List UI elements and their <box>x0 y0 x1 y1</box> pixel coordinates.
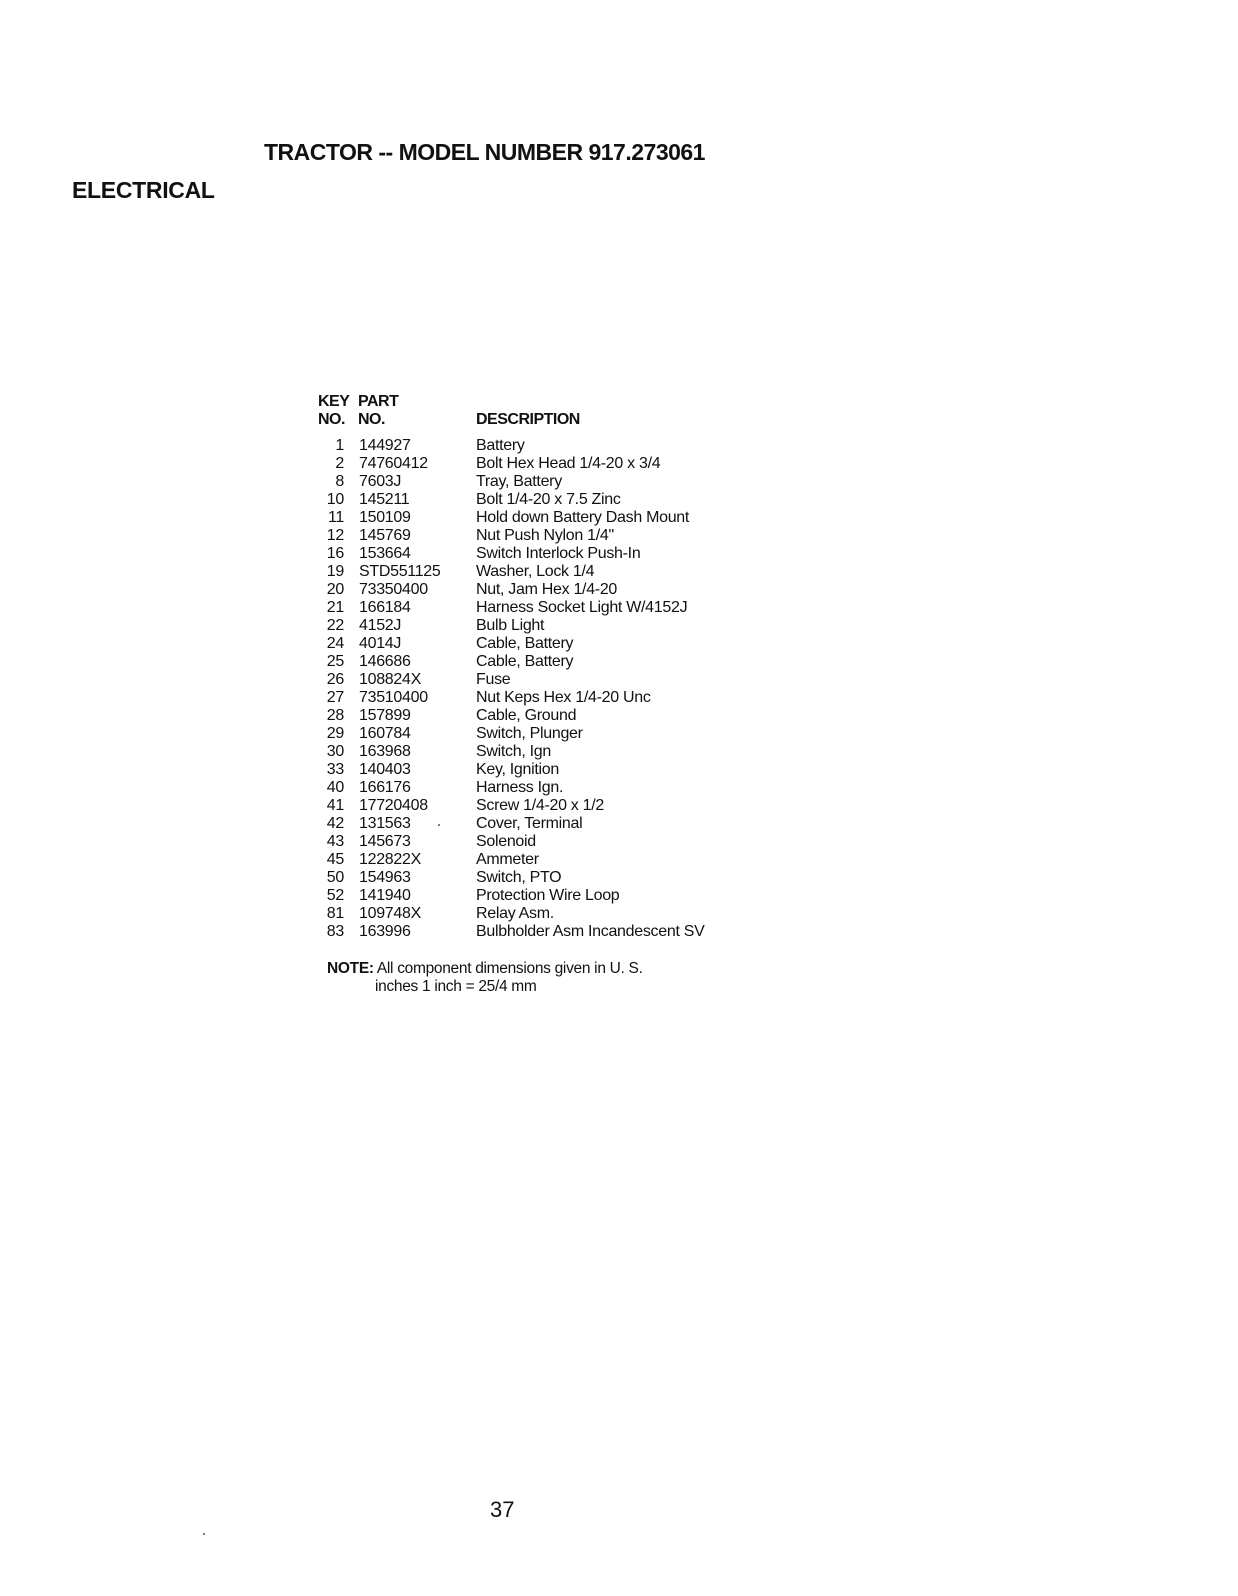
page-title: TRACTOR -- MODEL NUMBER 917.273061 <box>264 139 705 165</box>
key-no: 21 <box>326 599 344 616</box>
key-no: 45 <box>326 851 344 868</box>
key-no: 81 <box>326 905 344 922</box>
description: Nut, Jam Hex 1/4-20 <box>476 581 618 598</box>
part-no: 140403 <box>359 761 411 778</box>
page-number: 37 <box>490 1497 515 1522</box>
header-description: DESCRIPTION <box>476 411 580 428</box>
key-no: 1 <box>335 437 344 454</box>
key-no: 11 <box>327 509 344 526</box>
part-no: 145211 <box>359 491 410 508</box>
key-no: 50 <box>326 869 344 886</box>
note <box>327 960 643 996</box>
part-no: 163996 <box>359 923 411 940</box>
description: Cable, Battery <box>476 653 574 670</box>
description: Washer, Lock 1/4 <box>476 563 595 580</box>
part-no: 150109 <box>359 509 411 526</box>
description: Cover, Terminal <box>476 815 583 832</box>
key-no: 8 <box>335 473 344 490</box>
description: Bulbholder Asm Incandescent SV <box>476 923 705 940</box>
description: Switch, Plunger <box>476 725 583 742</box>
key-no: 83 <box>326 923 344 940</box>
description: Switch, PTO <box>476 869 562 886</box>
note-line1: All component dimensions given in U. S. <box>376 960 643 977</box>
section-heading: ELECTRICAL <box>72 177 215 203</box>
header-key-no <box>318 393 349 429</box>
part-no: STD551125 <box>359 563 441 580</box>
part-no: 166176 <box>359 779 411 796</box>
key-no: 52 <box>326 887 344 904</box>
key-no: 20 <box>326 581 344 598</box>
part-no: 4014J <box>359 635 402 652</box>
description: Switch, Ign <box>476 743 551 760</box>
part-no: 7603J <box>359 473 402 490</box>
key-no: 26 <box>326 671 344 688</box>
part-no: 145673 <box>359 833 411 850</box>
description: Bulb Light <box>476 617 545 634</box>
description: Hold down Battery Dash Mount <box>476 509 690 526</box>
key-no: 40 <box>326 779 344 796</box>
header-key-line2: NO. <box>318 411 345 428</box>
part-no: 74760412 <box>359 455 428 472</box>
part-no: 108824X <box>359 671 421 688</box>
description: Protection Wire Loop <box>476 887 620 904</box>
description: Screw 1/4-20 x 1/2 <box>476 797 604 814</box>
part-no: 122822X <box>359 851 421 868</box>
description: Tray, Battery <box>476 473 562 490</box>
description: Switch Interlock Push-In <box>476 545 641 562</box>
description: Key, Ignition <box>476 761 559 778</box>
description: Cable, Battery <box>476 635 574 652</box>
header-part-line1: PART <box>358 393 399 410</box>
description: Relay Asm. <box>476 905 554 922</box>
part-no: 73510400 <box>359 689 428 706</box>
key-no: 33 <box>326 761 344 778</box>
description: Bolt Hex Head 1/4-20 x 3/4 <box>476 455 661 472</box>
description: Nut Keps Hex 1/4-20 Unc <box>476 689 651 706</box>
header-part-no <box>358 393 398 429</box>
key-no: 42 <box>326 815 344 832</box>
key-no: 43 <box>326 833 344 850</box>
description: Nut Push Nylon 1/4" <box>476 527 614 544</box>
header-part-line2: NO. <box>358 411 385 428</box>
description: Ammeter <box>476 851 539 868</box>
part-no: 144927 <box>359 437 411 454</box>
part-no: 153664 <box>359 545 411 562</box>
key-no: 28 <box>326 707 344 724</box>
key-no: 27 <box>326 689 344 706</box>
part-no: 17720408 <box>359 797 428 814</box>
description: Solenoid <box>476 833 536 850</box>
part-no: 154963 <box>359 869 411 886</box>
note-label: NOTE: <box>327 960 374 977</box>
key-no: 41 <box>326 797 344 814</box>
description: Cable, Ground <box>476 707 577 724</box>
key-no: 16 <box>326 545 344 562</box>
key-no: 29 <box>326 725 344 742</box>
scan-speck <box>203 1533 205 1535</box>
description: Battery <box>476 437 525 454</box>
description: Fuse <box>476 671 511 688</box>
key-no: 10 <box>326 491 344 508</box>
key-no: 24 <box>326 635 344 652</box>
description: Bolt 1/4-20 x 7.5 Zinc <box>476 491 621 508</box>
scan-speck <box>438 824 440 826</box>
header-key-line1: KEY <box>318 393 350 410</box>
key-no: 12 <box>326 527 344 544</box>
note-line2: inches 1 inch = 25/4 mm <box>375 978 537 995</box>
part-no: 166184 <box>359 599 411 616</box>
part-no: 131563 <box>359 815 411 832</box>
part-no: 73350400 <box>359 581 428 598</box>
key-no: 25 <box>326 653 344 670</box>
key-no: 19 <box>326 563 344 580</box>
part-no: 163968 <box>359 743 411 760</box>
key-no: 30 <box>326 743 344 760</box>
key-no: 2 <box>335 455 344 472</box>
part-no: 160784 <box>359 725 411 742</box>
key-no: 22 <box>326 617 344 634</box>
part-no: 4152J <box>359 617 402 634</box>
part-no: 157899 <box>359 707 411 724</box>
part-no: 146686 <box>359 653 411 670</box>
part-no: 141940 <box>359 887 411 904</box>
part-no: 109748X <box>359 905 421 922</box>
description: Harness Socket Light W/4152J <box>476 599 688 616</box>
part-no: 145769 <box>359 527 411 544</box>
description: Harness Ign. <box>476 779 564 796</box>
